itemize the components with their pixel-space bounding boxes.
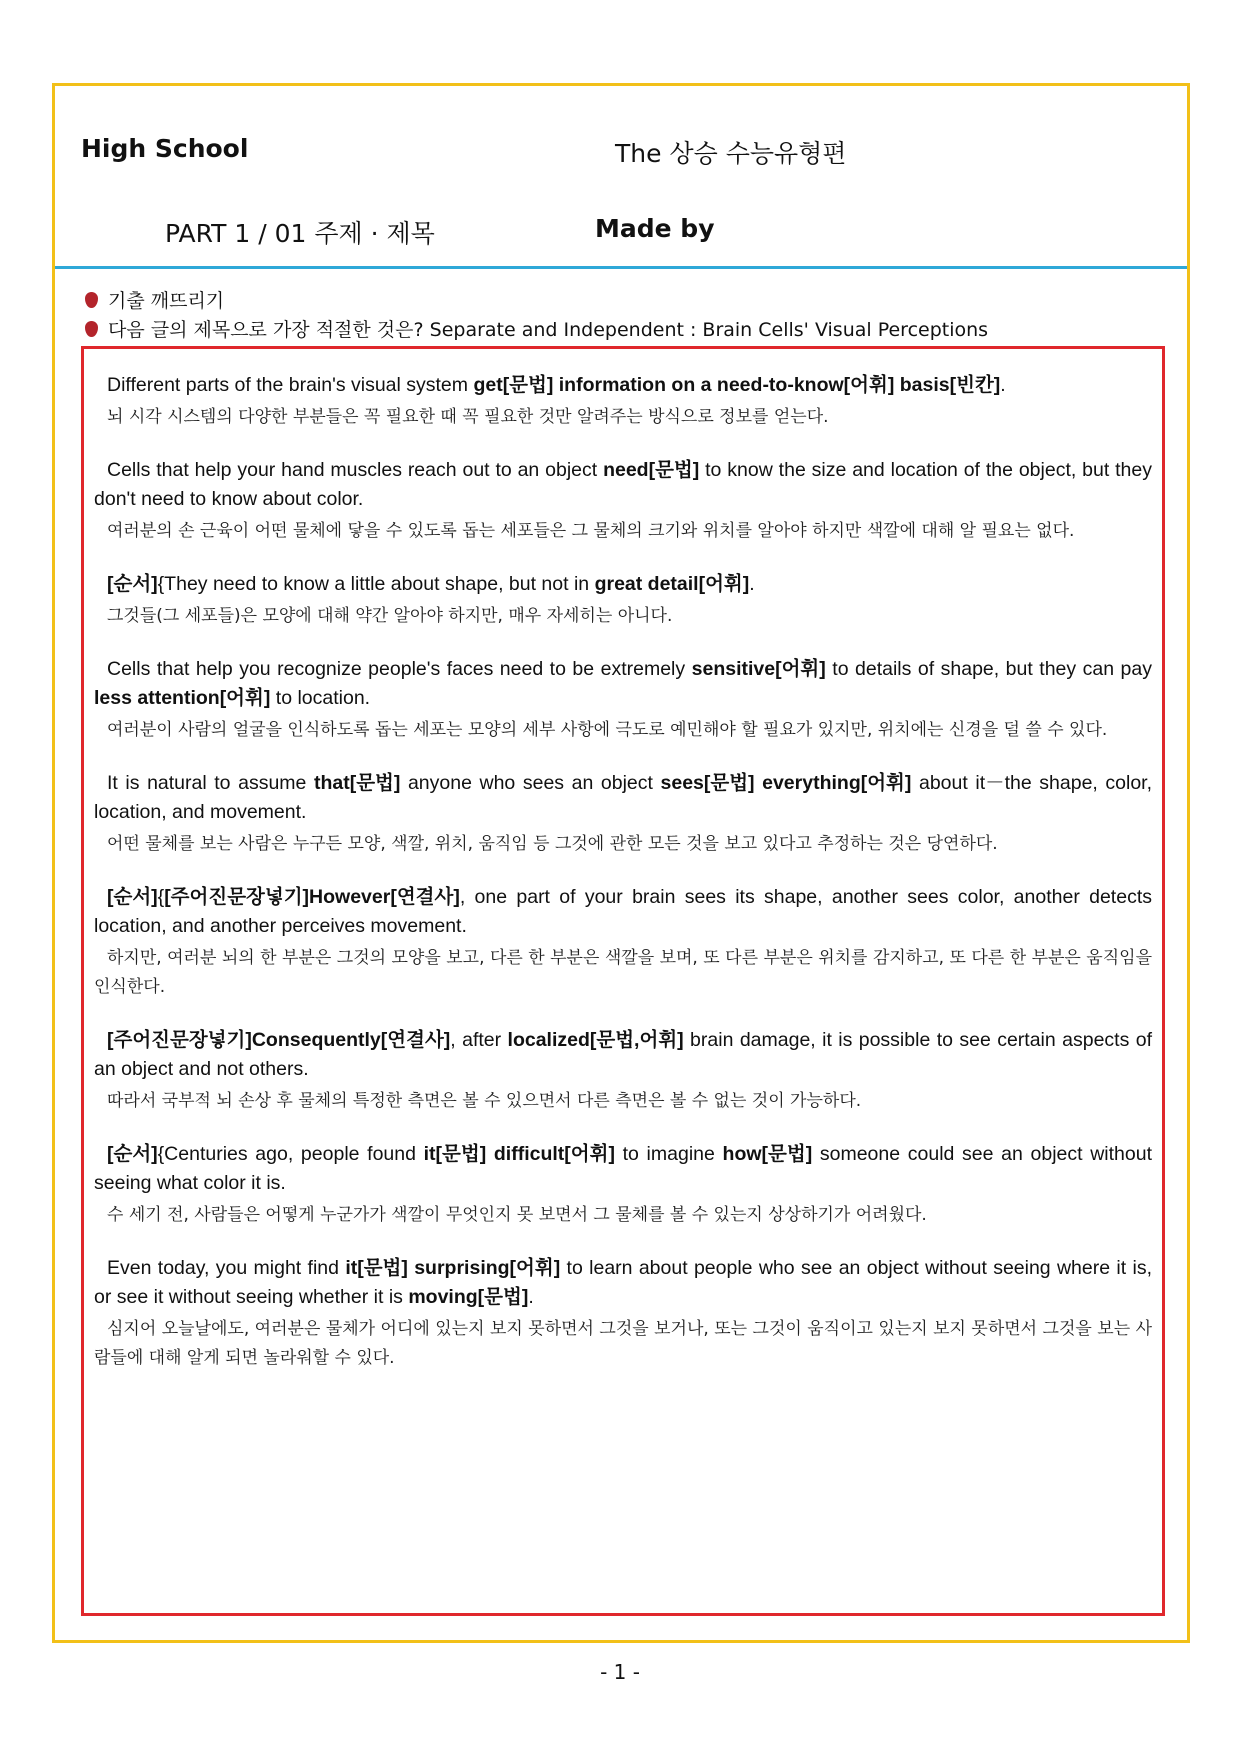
- sentence-text: {Centuries ago, people found: [157, 1143, 424, 1165]
- annotated-phrase: sensitive[어휘]: [691, 658, 826, 680]
- translation-text: 여러분이 사람의 얼굴을 인식하도록 돕는 세포는 모양의 세부 사항에 극도로 예민해야 할 필요가 있지만, 위치에는 신경을 덜 쓸 수 있다.: [107, 720, 1108, 740]
- made-by-label: Made by: [595, 214, 715, 243]
- book-title: The 상승 수능유형편: [615, 139, 847, 168]
- sentence-text: .: [1000, 374, 1006, 396]
- annotated-phrase: [순서]: [107, 886, 158, 908]
- korean-translation: [94, 1087, 1152, 1116]
- passage-paragraph: [94, 769, 1152, 859]
- annotated-phrase: [순서]: [107, 573, 158, 595]
- sentence-text: to imagine: [614, 1143, 723, 1165]
- passage-paragraph: [94, 456, 1152, 546]
- passage-box: [81, 346, 1165, 1616]
- bullet-question: [85, 315, 988, 342]
- page-number: - 1 -: [600, 1660, 640, 1684]
- translation-text: 하지만, 여러분 뇌의 한 부분은 그것의 모양을 보고, 다른 한 부분은 색깔을 보며, 또 다른 부분은 위치를 감지하고, 또 다른 한 부분은 움직임을 인식한다.: [94, 948, 1152, 997]
- translation-text: 수 세기 전, 사람들은 어떻게 누군가가 색깔이 무엇인지 못 보면서 그 물체를 볼 수 있는지 상상하기가 어려웠다.: [107, 1205, 927, 1225]
- sentence-text: Even today, you might find: [107, 1257, 346, 1279]
- annotated-phrase: [주어진문장넣기]However[연결사]: [164, 886, 460, 908]
- translation-text: 뇌 시각 시스템의 다양한 부분들은 꼭 필요한 때 꼭 필요한 것만 알려주는 방식으로 정보를 얻는다.: [107, 407, 829, 427]
- sentence-text: brain damage, it is possible to see certain aspects of an object and not others.: [94, 1029, 1152, 1080]
- header-divider: [55, 266, 1187, 269]
- passage-paragraph: [94, 655, 1152, 745]
- passage-paragraph: [94, 570, 1152, 631]
- sentence-text: to details of shape, but they can pay: [825, 658, 1153, 680]
- annotated-phrase: moving[문법]: [408, 1286, 529, 1308]
- drop-bullet-icon: [85, 321, 98, 337]
- english-sentence: [94, 769, 1152, 827]
- english-sentence: [94, 371, 1152, 400]
- sentence-text: It is natural to assume: [107, 772, 314, 794]
- korean-translation: [94, 602, 1152, 631]
- english-sentence: [94, 1140, 1152, 1198]
- sentence-text: {They need to know a little about shape, but not in: [157, 573, 595, 595]
- annotated-phrase: great detail[어휘]: [594, 573, 750, 595]
- annotated-phrase: sees[문법] everything[어휘]: [660, 772, 912, 794]
- sentence-text: .: [749, 573, 755, 595]
- annotated-phrase: it[문법] surprising[어휘]: [345, 1257, 561, 1279]
- sentence-text: .: [528, 1286, 534, 1308]
- korean-translation: [94, 1201, 1152, 1230]
- annotated-phrase: [주어진문장넣기]Consequently[연결사]: [107, 1029, 451, 1051]
- korean-translation: [94, 517, 1152, 546]
- sentence-text: anyone who sees an object: [400, 772, 661, 794]
- annotated-phrase: it[문법] difficult[어휘]: [423, 1143, 615, 1165]
- drop-bullet-icon: [85, 292, 98, 308]
- sentence-text: Cells that help your hand muscles reach out to an object: [107, 459, 604, 481]
- sentence-text: to know the size and location of the object, but they don't need to know about color.: [94, 459, 1152, 510]
- sentence-text: someone could see an object without seeing what color it is.: [94, 1143, 1152, 1194]
- passage-paragraph: [94, 1026, 1152, 1116]
- korean-translation: [94, 716, 1152, 745]
- translation-text: 어떤 물체를 보는 사람은 누구든 모양, 색깔, 위치, 움직임 등 그것에 관한 모든 것을 보고 있다고 추정하는 것은 당연하다.: [107, 834, 998, 854]
- annotated-phrase: that[문법]: [313, 772, 401, 794]
- annotated-phrase: get[문법] information on a need-to-know[어휘] basis[빈칸]: [473, 374, 1001, 396]
- korean-translation: [94, 403, 1152, 432]
- passage-paragraph: [94, 883, 1152, 1002]
- question-text: 다음 글의 제목으로 가장 적절한 것은? Separate and Independent : Brain Cells' Visual Perceptions: [108, 319, 989, 341]
- korean-translation: [94, 830, 1152, 859]
- sentence-text: about it－the shape, color, location, and movement.: [94, 772, 1153, 823]
- translation-text: 심지어 오늘날에도, 여러분은 물체가 어디에 있는지 보지 못하면서 그것을 보거나, 또는 그것이 움직이고 있는지 보지 못하면서 그것을 보는 사람들에 대해 알게 되면 놀라워할 수 있다.: [94, 1319, 1152, 1368]
- sentence-text: , one part of your brain sees its shape, another sees color, another detects location, and another perceives movement.: [94, 886, 1152, 937]
- school-label: High School: [81, 134, 249, 163]
- sentence-text: , after: [450, 1029, 508, 1051]
- sentence-text: to location.: [270, 687, 371, 709]
- korean-translation: [94, 1315, 1152, 1373]
- english-sentence: [94, 1026, 1152, 1084]
- bullet-section-label: [85, 286, 224, 313]
- sentence-text: {: [157, 886, 165, 908]
- bullet-text: 기출 깨뜨리기: [108, 290, 225, 312]
- annotated-phrase: how[문법]: [722, 1143, 813, 1165]
- sentence-text: Cells that help you recognize people's faces need to be extremely: [107, 658, 692, 680]
- annotated-phrase: less attention[어휘]: [94, 687, 271, 709]
- english-sentence: [94, 570, 1152, 599]
- passage-paragraph: [94, 371, 1152, 432]
- sentence-text: Different parts of the brain's visual system: [107, 374, 474, 396]
- passage-paragraph: [94, 1140, 1152, 1230]
- sentence-text: to learn about people who see an object without seeing where it is, or see it without seeing whether it is: [94, 1257, 1152, 1308]
- korean-translation: [94, 944, 1152, 1002]
- part-label: PART 1 / 01 주제 · 제목: [165, 219, 435, 248]
- translation-text: 따라서 국부적 뇌 손상 후 물체의 특정한 측면은 볼 수 있으면서 다른 측면은 볼 수 없는 것이 가능하다.: [107, 1091, 862, 1111]
- translation-text: 여러분의 손 근육이 어떤 물체에 닿을 수 있도록 돕는 세포들은 그 물체의 크기와 위치를 알아야 하지만 색깔에 대해 알 필요는 없다.: [107, 521, 1075, 541]
- annotated-phrase: need[문법]: [603, 459, 700, 481]
- english-sentence: [94, 456, 1152, 514]
- page-frame: [52, 83, 1190, 1643]
- english-sentence: [94, 883, 1152, 941]
- annotated-phrase: localized[문법,어휘]: [507, 1029, 684, 1051]
- english-sentence: [94, 655, 1152, 713]
- english-sentence: [94, 1254, 1152, 1312]
- translation-text: 그것들(그 세포들)은 모양에 대해 약간 알아야 하지만, 매우 자세히는 아니다.: [107, 606, 673, 626]
- annotated-phrase: [순서]: [107, 1143, 158, 1165]
- passage-paragraph: [94, 1254, 1152, 1373]
